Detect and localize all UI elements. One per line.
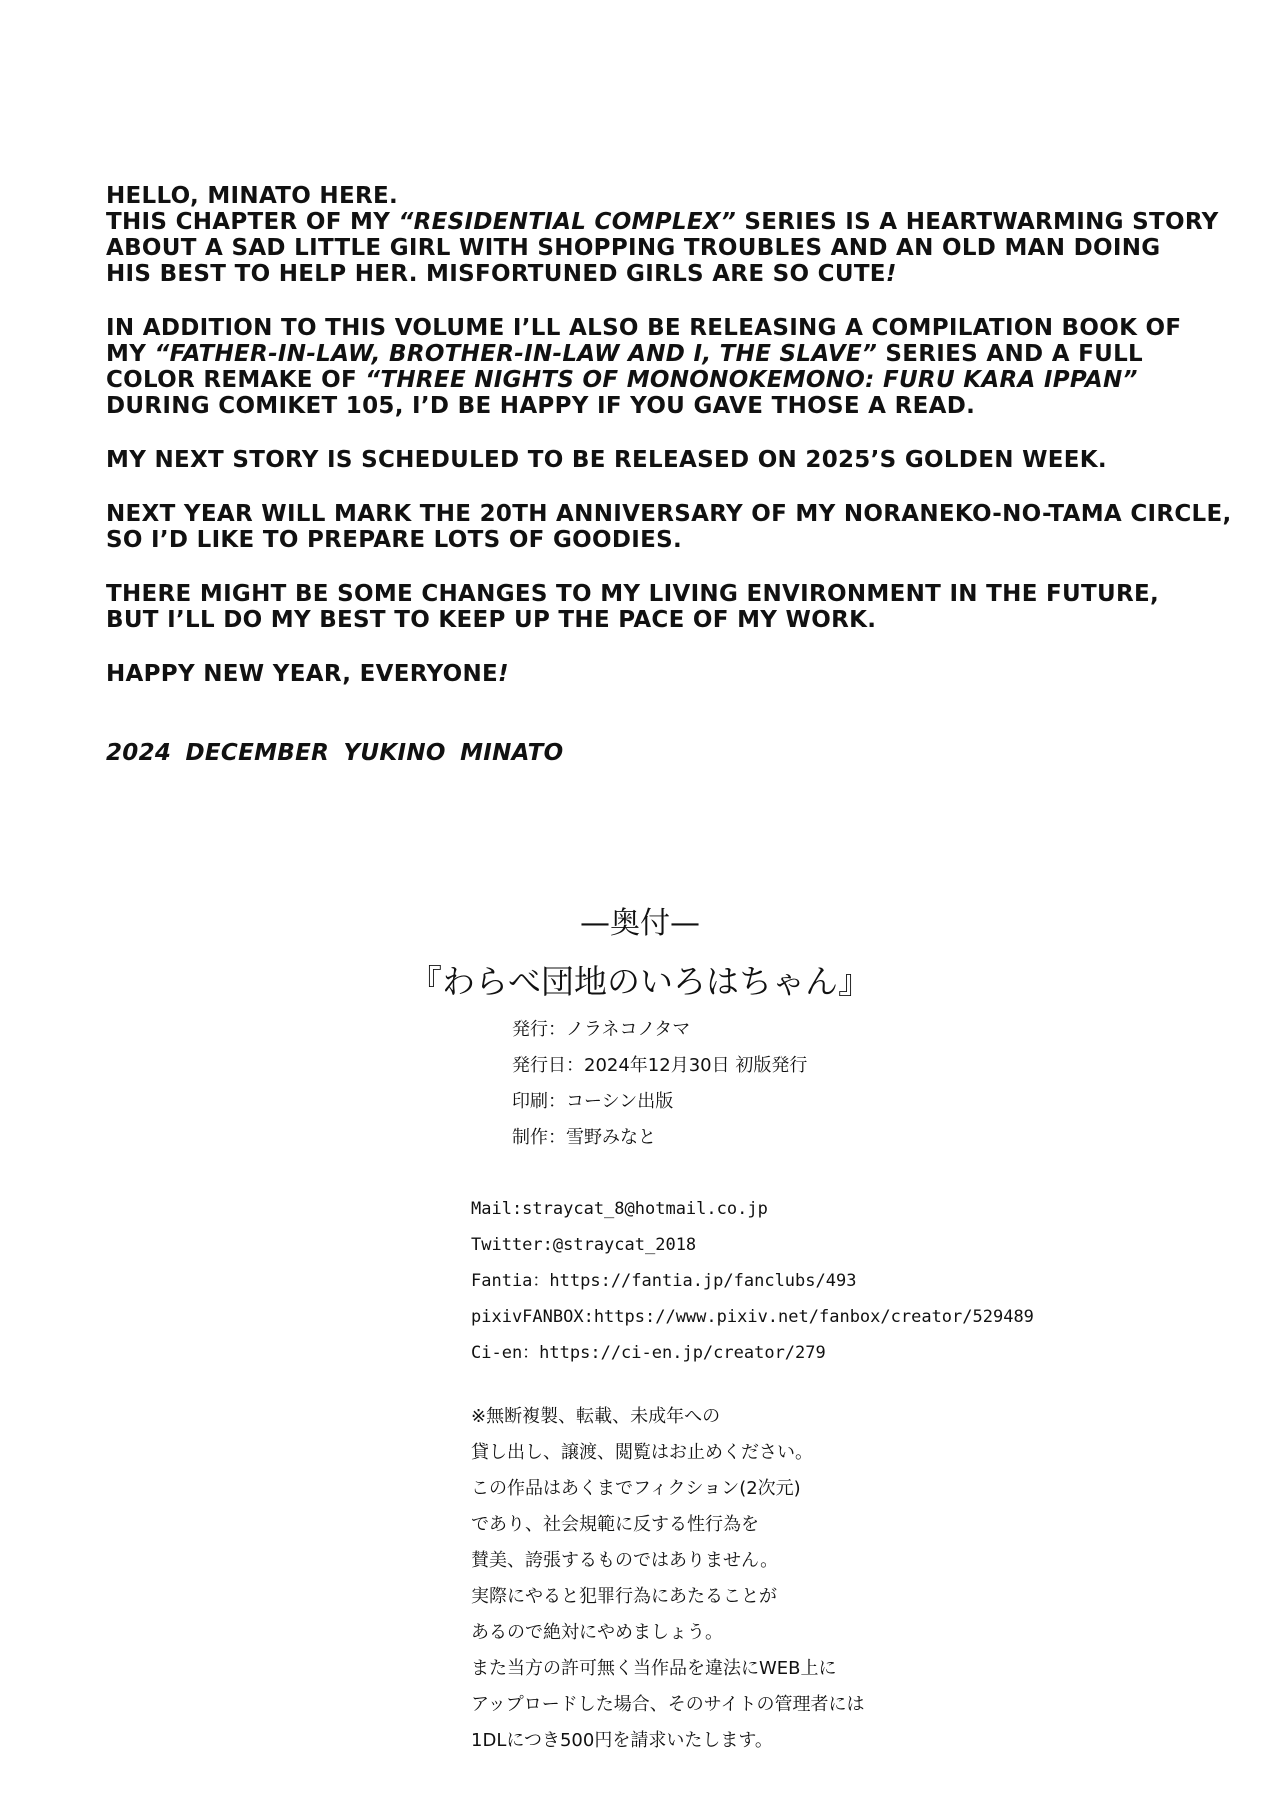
contact-list xyxy=(471,1191,1034,1371)
printer-line: 印刷：コーシン出版 xyxy=(512,1091,674,1112)
afterword-paragraph xyxy=(106,447,1226,473)
signature: 2024 DECEMBER YUKINO MINATO xyxy=(106,740,564,766)
notice-line: また当方の許可無く当作品を違法にWEB上に xyxy=(471,1658,837,1679)
contact-twitter: Twitter:@straycat_2018 xyxy=(471,1235,697,1255)
contact-cien: Ci-en：https://ci-en.jp/creator/279 xyxy=(471,1343,826,1363)
afterword-line: MY NEXT STORY IS SCHEDULED TO BE RELEASED ON 2025’S GOLDEN WEEK. xyxy=(106,447,1107,473)
notice-line: 実際にやると犯罪行為にあたることが xyxy=(471,1586,777,1607)
afterword-line: HELLO, MINATO HERE. xyxy=(106,183,399,209)
notice-line: であり、社会規範に反する性行為を xyxy=(471,1514,759,1535)
notice-line: この作品はあくまでフィクション(2次元) xyxy=(471,1478,801,1499)
afterword-line: SERIES AND A FULL xyxy=(877,341,1143,367)
notice-line: あるので絶対にやめましょう。 xyxy=(471,1622,723,1643)
afterword-paragraph xyxy=(106,581,1226,633)
contact-fantia: Fantia：https://fantia.jp/fanclubs/493 xyxy=(471,1271,857,1291)
afterword xyxy=(106,183,1232,715)
afterword-line: IN ADDITION TO THIS VOLUME I’LL ALSO BE RELEASING A COMPILATION BOOK OF xyxy=(106,315,1182,341)
series-title: “FATHER-IN-LAW, BROTHER-IN-LAW AND I, THE SLAVE” xyxy=(154,341,878,367)
notice-line: 1DLにつき500円を請求いたします。 xyxy=(471,1730,773,1751)
exclamation: ! xyxy=(498,661,509,687)
afterword-paragraph xyxy=(106,183,1226,287)
publication-info xyxy=(512,1012,807,1156)
afterword-line: SO I’D LIKE TO PREPARE LOTS OF GOODIES. xyxy=(106,527,683,553)
legal-notice xyxy=(471,1399,864,1759)
book-title: 『わらべ団地のいろはちゃん』 xyxy=(409,962,871,1001)
series-title: “THREE NIGHTS OF MONONOKEMONO: FURU KARA IPPAN” xyxy=(365,367,1138,393)
afterword-line: COLOR REMAKE OF xyxy=(106,367,366,393)
publish-date-line: 発行日：2024年12月30日 初版発行 xyxy=(512,1055,808,1076)
afterword-line: THERE MIGHT BE SOME CHANGES TO MY LIVING ENVIRONMENT IN THE FUTURE, xyxy=(106,581,1160,607)
afterword-line: DURING COMIKET 105, I’D BE HAPPY IF YOU GAVE THOSE A READ. xyxy=(106,393,976,419)
notice-line: ※無断複製、転載、未成年への xyxy=(471,1406,721,1427)
afterword-line: THIS CHAPTER OF MY xyxy=(106,209,399,235)
series-title: “RESIDENTIAL COMPLEX” xyxy=(398,209,737,235)
production-line: 制作：雪野みなと xyxy=(512,1127,656,1148)
contact-fanbox: pixivFANBOX:https://www.pixiv.net/fanbox/creator/529489 xyxy=(471,1307,1034,1327)
notice-line: アップロードした場合、そのサイトの管理者には xyxy=(471,1694,865,1715)
notice-line: 貸し出し、譲渡、閲覧はお止めください。 xyxy=(471,1442,813,1463)
afterword-paragraph xyxy=(106,315,1226,419)
afterword-line: ABOUT A SAD LITTLE GIRL WITH SHOPPING TROUBLES AND AN OLD MAN DOING xyxy=(106,235,1161,261)
publisher-line: 発行：ノラネコノタマ xyxy=(512,1019,691,1040)
afterword-line: HAPPY NEW YEAR, EVERYONE xyxy=(106,661,499,687)
notice-line: 賛美、誇張するものではありません。 xyxy=(471,1550,779,1571)
afterword-line: HIS BEST TO HELP HER. MISFORTUNED GIRLS ARE SO CUTE xyxy=(106,261,886,287)
afterword-paragraph xyxy=(106,661,1226,687)
colophon-heading: —奥付— xyxy=(580,906,700,941)
afterword-line: BUT I’LL DO MY BEST TO KEEP UP THE PACE OF MY WORK. xyxy=(106,607,877,633)
contact-mail: Mail:straycat_8@hotmail.co.jp xyxy=(471,1199,768,1219)
afterword-line: SERIES IS A HEARTWARMING STORY xyxy=(736,209,1219,235)
afterword-line: NEXT YEAR WILL MARK THE 20TH ANNIVERSARY OF MY NORANEKO-NO-TAMA CIRCLE, xyxy=(106,501,1232,527)
exclamation: ! xyxy=(885,261,897,287)
afterword-line: MY xyxy=(106,341,155,367)
afterword-paragraph xyxy=(106,501,1232,553)
